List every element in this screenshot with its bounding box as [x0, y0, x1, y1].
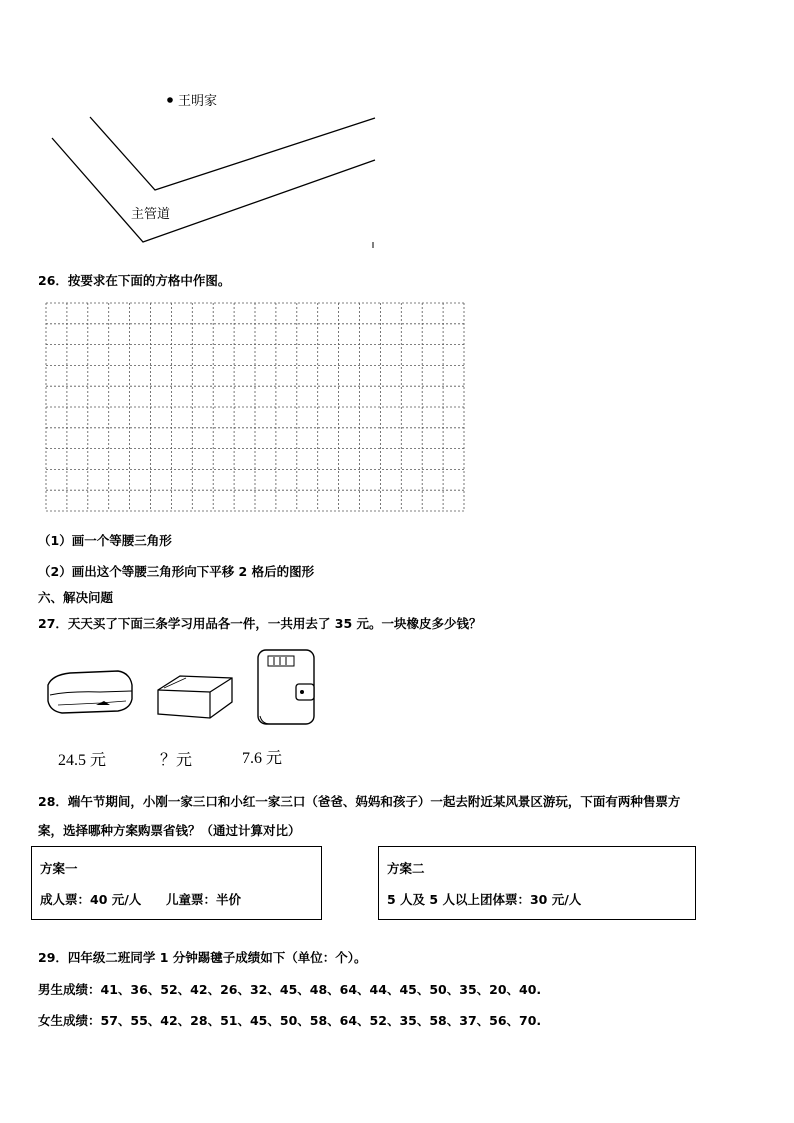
plan-two-group-price: 5 人及 5 人以上团体票：30 元/人 [387, 892, 582, 907]
drawing-grid[interactable] [45, 302, 465, 514]
pipe-diagram [0, 0, 794, 260]
question-26-title: 26．按要求在下面的方格中作图。 [38, 273, 231, 288]
section-title: 六、解决问题 [38, 590, 114, 605]
eraser-icon [152, 668, 242, 728]
question-28-line2: 案，选择哪种方案购票省钱？（通过计算对比） [38, 823, 301, 838]
question-28-line1: 28．端午节期间，小刚一家三口和小红一家三口（爸爸、妈妈和孩子）一起去附近某风景区游玩，下面有两种售票方 [38, 794, 681, 809]
plan-two-title: 方案二 [387, 861, 425, 876]
price-eraser: ？元 [160, 752, 193, 769]
pipe-label: 主管道 [131, 207, 171, 222]
home-label: 王明家 [178, 94, 218, 109]
price-pencil-case: 24.5 元 [58, 752, 107, 769]
boys-scores: 男生成绩：41、36、52、42、26、32、45、48、64、44、45、50、35、20、40. [38, 982, 542, 997]
question-27-title: 27．天天买了下面三条学习用品各一件，一共用去了 35 元。一块橡皮多少钱？ [38, 616, 482, 631]
question-26-sub1: （1）画一个等腰三角形 [38, 533, 172, 548]
notebook-icon [252, 646, 322, 728]
home-dot-icon [167, 97, 173, 103]
question-26-sub2: （2）画出这个等腰三角形向下平移 2 格后的图形 [38, 564, 315, 579]
plan-one-box [31, 846, 322, 920]
plan-one-adult-price: 成人票：40 元/人 [40, 892, 142, 907]
plan-two-box [378, 846, 696, 920]
price-notebook: 7.6 元 [242, 750, 283, 767]
pencil-case-icon [40, 665, 140, 725]
girls-scores: 女生成绩：57、55、42、28、51、45、50、58、64、52、35、58、37、56、70. [38, 1013, 542, 1028]
question-29-title: 29．四年级二班同学 1 分钟踢毽子成绩如下（单位：个）。 [38, 950, 367, 965]
plan-one-child-price: 儿童票：半价 [166, 892, 242, 907]
plan-one-title: 方案一 [40, 861, 78, 876]
